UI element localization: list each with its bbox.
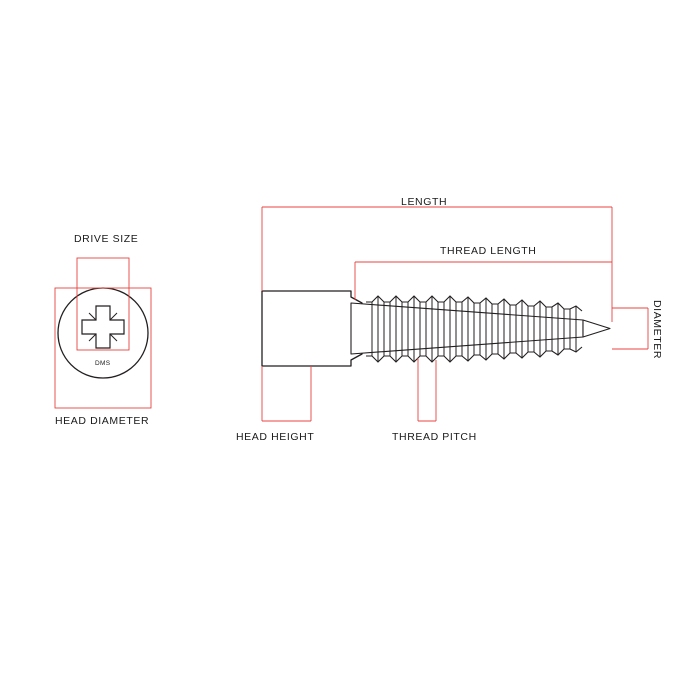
label-thread-length: THREAD LENGTH — [440, 245, 537, 257]
screw-point-tip — [583, 320, 610, 337]
label-length: LENGTH — [401, 196, 448, 208]
label-thread-pitch: THREAD PITCH — [392, 431, 477, 443]
label-head-height: HEAD HEIGHT — [236, 431, 315, 443]
label-drive-mark: DMS — [95, 360, 111, 367]
label-diameter: DIAMETER — [651, 300, 663, 360]
shank-core — [351, 303, 583, 354]
label-drive-size: DRIVE SIZE — [74, 233, 139, 245]
label-head-diameter: HEAD DIAMETER — [55, 415, 150, 427]
countersunk-head-profile — [262, 291, 362, 366]
